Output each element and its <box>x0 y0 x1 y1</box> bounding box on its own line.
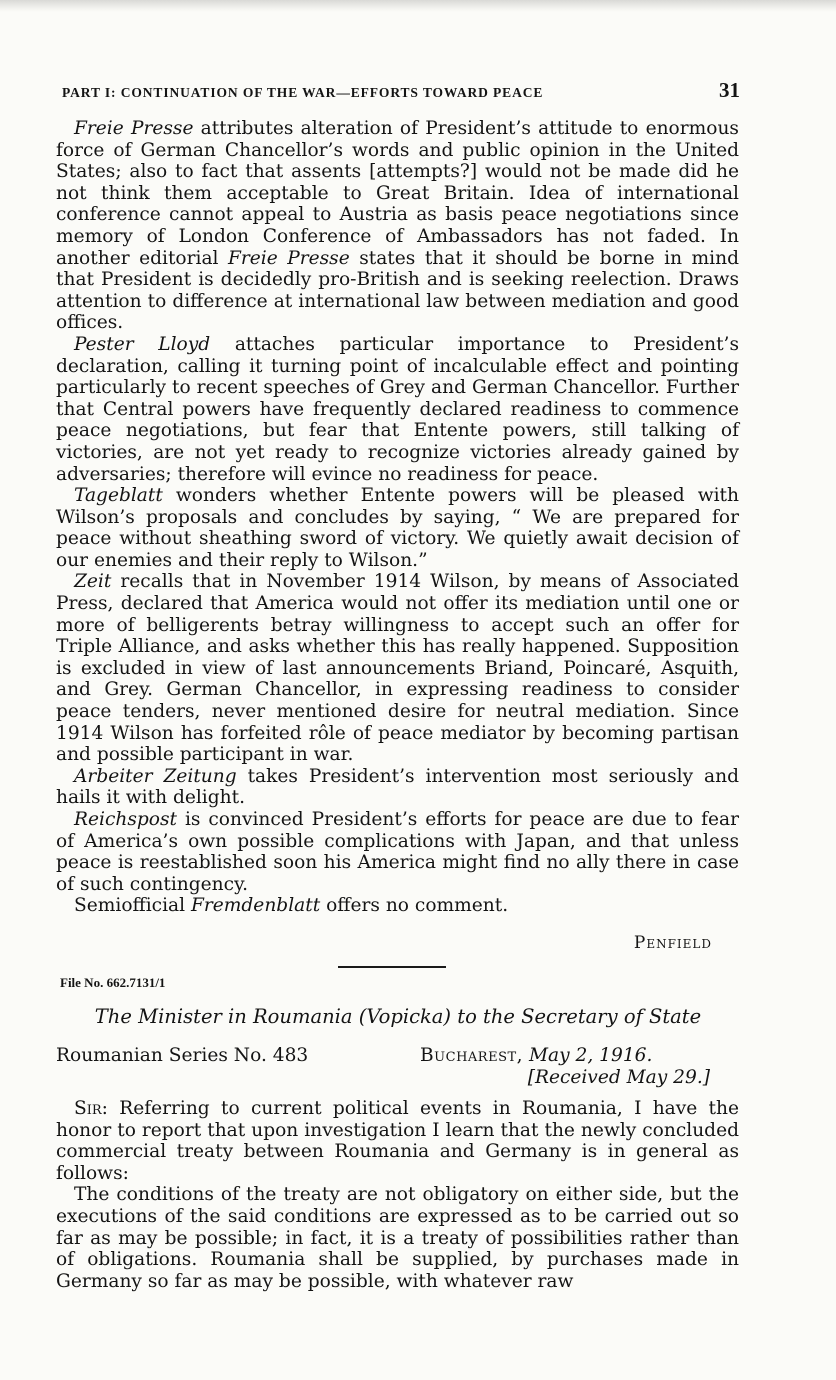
letter-paragraph <box>56 1184 739 1292</box>
dateline <box>420 1045 710 1088</box>
newspaper-name: Reichspost <box>74 809 177 830</box>
paragraph-tageblatt <box>56 485 739 571</box>
dateline-place: Bucharest, <box>420 1045 524 1066</box>
signature: Penfield <box>633 933 712 953</box>
newspaper-name: Zeit <box>74 571 112 593</box>
paragraph-arbeiter-zeitung <box>56 766 739 809</box>
paragraph-text: The conditions of the treaty are not obligatory on either side, but the executions of the said conditions are expressed as to be carried out so far as may be possible; in fact, it is a treaty of possibilities rather than of obligations. Roumania shall be supplied, by purchases made in Germany so far as may be possible, with whatever raw <box>56 1184 739 1292</box>
newspaper-name: Tageblatt <box>74 485 163 507</box>
series-number: Roumanian Series No. 483 <box>56 1045 309 1066</box>
newspaper-name: Arbeiter Zeitung <box>74 765 237 787</box>
paragraph-fremdenblatt <box>56 895 739 917</box>
press-summary <box>56 118 739 917</box>
newspaper-name: Fremdenblatt <box>190 895 321 917</box>
paragraph-reichspost <box>56 809 739 895</box>
newspaper-name: Freie Presse <box>74 118 194 139</box>
letter-paragraph <box>56 1098 739 1184</box>
paragraph-text: wonders whether Entente powers will be pleased with Wilson’s proposals and concludes by saying, “ We are prepared for peace without sheathing sword of victory. We quietly await decision of our enemies and their reply to Wilson.” <box>56 485 739 571</box>
paragraph-text: attaches particular importance to President’s declaration, calling it turning point of incalculable effect and pointing particularly to recent speeches of Grey and German Chancellor. Further that Central powers have frequently declared readiness to commence peace negotiations, but fear that Entente powers, still talking of victories, are not yet ready to recognize victories already gained by adversaries; therefore will evince no readiness for peace. <box>56 333 739 485</box>
file-number: File No. 662.7131/1 <box>60 975 166 990</box>
paragraph-text: takes President’s intervention most seriously and hails it with delight. <box>56 765 739 809</box>
section-divider <box>338 966 446 968</box>
paragraph-freie-presse <box>56 118 739 334</box>
paragraph-text: states that it should be borne in mind that President is decidedly pro-British and is seeking reelection. Draws attention to difference at international law between mediation and good offices. <box>56 247 739 334</box>
paragraph-pester-lloyd <box>56 334 739 485</box>
received-date: [Received May 29.] <box>527 1066 710 1088</box>
paragraph-zeit <box>56 571 739 765</box>
paragraph-text: offers no comment. <box>320 895 509 917</box>
paragraph-text: attributes alteration of President’s attitude to enormous force of German Chancellor’s words and public opinion in the United States; also to fact that assents [attempts?] would not be made did he not think them acceptable to Great Britain. Idea of international conference cannot appeal to Austria as basis peace negotiations since memory of London Conference of Ambassadors has not faded. In another editorial <box>56 118 739 269</box>
salutation: Sir: <box>74 1098 108 1119</box>
letter-body <box>56 1098 739 1292</box>
page-number: 31 <box>719 78 740 102</box>
paragraph-text: Referring to current political events in Roumania, I have the honor to report that upon investigation I learn that the newly concluded commercial treaty between Roumania and Germany is in general as follows: <box>56 1098 739 1184</box>
running-header <box>62 78 740 103</box>
running-header-title: PART I: CONTINUATION OF THE WAR—EFFORTS TOWARD PEACE <box>62 85 544 100</box>
newspaper-name: Pester Lloyd <box>74 333 211 355</box>
paragraph-text: recalls that in November 1914 Wilson, by means of Associated Press, declared that America would not offer its mediation until one or more of belligerents betray willingness to accept such an offer for Triple Alliance, and asks whether this has really happened. Supposition is excluded in view of last announcements Briand, Poincaré, Asquith, and Grey. German Chancellor, in expressing readiness to consider peace tenders, never mentioned desire for neutral mediation. Since 1914 Wilson has forfeited rôle of peace mediator by becoming partisan and possible participant in war. <box>56 571 739 766</box>
paragraph-text: is convinced President’s efforts for peace are due to fear of America’s own possible complications with Japan, and that unless peace is reestablished soon his America might find no ally there in case of such contingency. <box>56 809 739 895</box>
scan-edge <box>0 0 836 12</box>
newspaper-name: Freie Presse <box>227 247 350 269</box>
dateline-date: May 2, 1916. <box>528 1045 653 1066</box>
document-title: The Minister in Roumania (Vopicka) to the Secretary of State <box>94 1005 702 1028</box>
paragraph-prefix: Semiofficial <box>74 895 191 917</box>
